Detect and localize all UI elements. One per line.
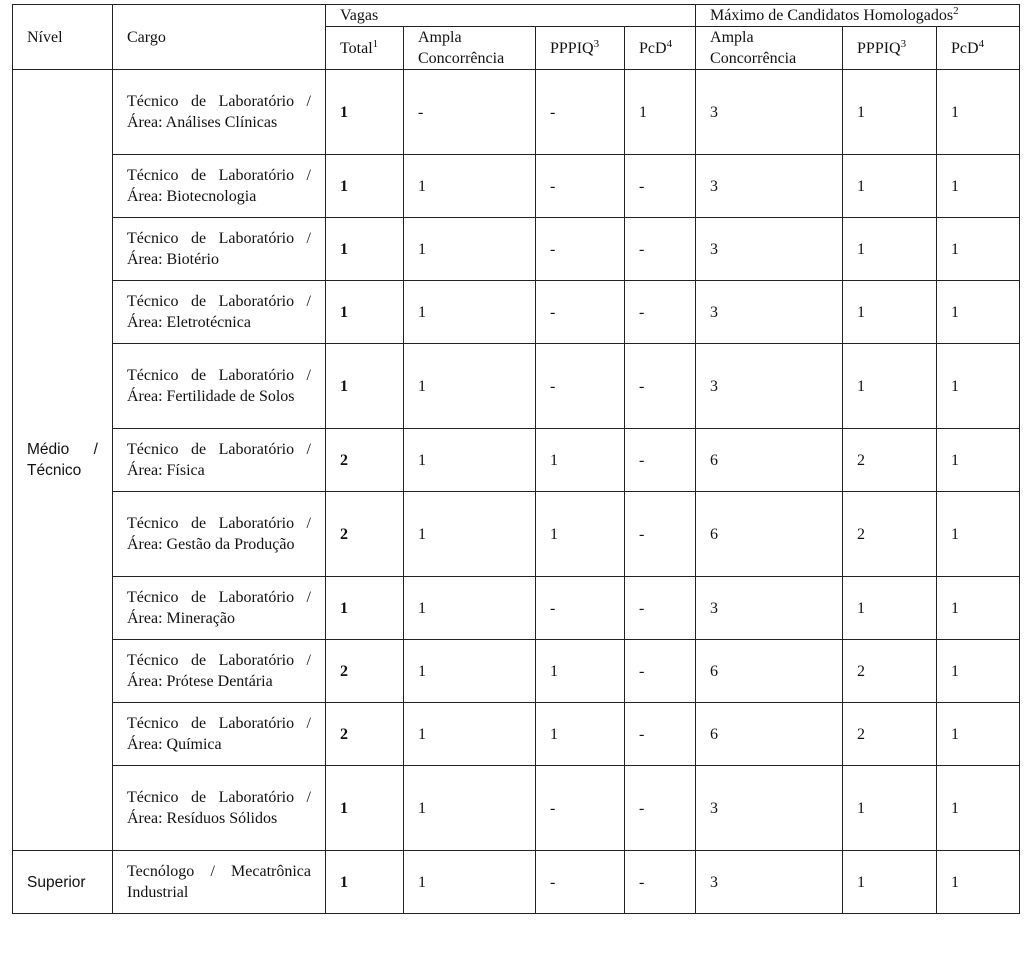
- vagas-ampla-cell: 1: [404, 155, 536, 218]
- max-pcd-cell: 1: [937, 492, 1020, 577]
- vagas-pcd-cell: -: [625, 218, 696, 281]
- vagas-ampla-cell: 1: [404, 703, 536, 766]
- vagas-pppiq-cell: 1: [536, 640, 625, 703]
- vagas-pppiq-cell: 1: [536, 429, 625, 492]
- vagas-total-cell: 2: [326, 703, 404, 766]
- max-pppiq-cell: 1: [843, 344, 937, 429]
- max-pcd-cell: 1: [937, 703, 1020, 766]
- vagas-pcd-cell: -: [625, 344, 696, 429]
- max-ampla-cell: 3: [696, 577, 843, 640]
- table-row: [13, 577, 1020, 640]
- vagas-pppiq-cell: -: [536, 70, 625, 155]
- vagas-ampla-cell: 1: [404, 218, 536, 281]
- vagas-ampla-cell: 1: [404, 851, 536, 914]
- max-ampla-cell: 6: [696, 429, 843, 492]
- cargo-cell: Técnico de Laboratório / Área: Resíduos Sólidos: [113, 766, 326, 851]
- cargo-cell: Técnico de Laboratório / Área: Química: [113, 703, 326, 766]
- header-nivel: Nível: [13, 5, 113, 70]
- max-pppiq-cell: 1: [843, 766, 937, 851]
- max-pcd-cell: 1: [937, 155, 1020, 218]
- vagas-ampla-cell: 1: [404, 577, 536, 640]
- cargo-cell: Técnico de Laboratório / Área: Física: [113, 429, 326, 492]
- max-ampla-cell: 6: [696, 492, 843, 577]
- vagas-total-cell: 1: [326, 155, 404, 218]
- nivel-cell: Médio / Técnico: [13, 70, 113, 851]
- vagas-pppiq-cell: -: [536, 281, 625, 344]
- vagas-pcd-cell: -: [625, 492, 696, 577]
- max-ampla-cell: 3: [696, 851, 843, 914]
- cargo-cell: Técnico de Laboratório / Área: Gestão da Produção: [113, 492, 326, 577]
- vagas-total-cell: 2: [326, 492, 404, 577]
- max-pcd-cell: 1: [937, 218, 1020, 281]
- max-pppiq-cell: 1: [843, 218, 937, 281]
- vagas-pcd-cell: -: [625, 155, 696, 218]
- max-pppiq-cell: 1: [843, 851, 937, 914]
- vagas-pcd-cell: -: [625, 577, 696, 640]
- table-row: [13, 155, 1020, 218]
- max-pcd-cell: 1: [937, 70, 1020, 155]
- vagas-ampla-cell: -: [404, 70, 536, 155]
- table-row: [13, 766, 1020, 851]
- cargo-cell: Tecnólogo / Mecatrônica Industrial: [113, 851, 326, 914]
- max-ampla-cell: 3: [696, 70, 843, 155]
- table-row: [13, 70, 1020, 155]
- max-pppiq-cell: 2: [843, 703, 937, 766]
- max-pcd-cell: 1: [937, 281, 1020, 344]
- vagas-pcd-cell: -: [625, 766, 696, 851]
- header-pppiq-max: PPPIQ$^3$: [843, 27, 937, 70]
- vagas-pppiq-cell: -: [536, 218, 625, 281]
- vagas-ampla-cell: 1: [404, 640, 536, 703]
- vacancies-table: [12, 4, 1020, 914]
- vagas-total-cell: 1: [326, 766, 404, 851]
- vagas-pcd-cell: 1: [625, 70, 696, 155]
- vagas-ampla-cell: 1: [404, 344, 536, 429]
- vagas-pcd-cell: -: [625, 281, 696, 344]
- max-pppiq-cell: 1: [843, 70, 937, 155]
- max-pcd-cell: 1: [937, 766, 1020, 851]
- vagas-total-cell: 1: [326, 577, 404, 640]
- vagas-total-cell: 1: [326, 344, 404, 429]
- max-pppiq-cell: 2: [843, 492, 937, 577]
- vagas-pcd-cell: -: [625, 429, 696, 492]
- table-row: [13, 344, 1020, 429]
- header-vagas: Vagas: [326, 5, 696, 27]
- vagas-pppiq-cell: 1: [536, 703, 625, 766]
- vagas-ampla-cell: 1: [404, 492, 536, 577]
- cargo-cell: Técnico de Laboratório / Área: Prótese Dentária: [113, 640, 326, 703]
- cargo-cell: Técnico de Laboratório / Área: Análises Clínicas: [113, 70, 326, 155]
- nivel-cell: Superior: [13, 851, 113, 914]
- max-ampla-cell: 3: [696, 766, 843, 851]
- table-row: [13, 703, 1020, 766]
- vagas-total-cell: 1: [326, 218, 404, 281]
- vagas-pppiq-cell: -: [536, 851, 625, 914]
- max-ampla-cell: 6: [696, 640, 843, 703]
- max-ampla-cell: 3: [696, 218, 843, 281]
- header-maximo: Máximo de Candidatos Homologados$^2$: [696, 5, 1020, 27]
- max-pppiq-cell: 1: [843, 281, 937, 344]
- table-row: [13, 281, 1020, 344]
- max-pcd-cell: 1: [937, 640, 1020, 703]
- max-pcd-cell: 1: [937, 851, 1020, 914]
- table-row: [13, 640, 1020, 703]
- table-row: [13, 492, 1020, 577]
- header-total: Total$^1$: [326, 27, 404, 70]
- header-ampla-max: Ampla Concorrência: [696, 27, 843, 70]
- max-pcd-cell: 1: [937, 429, 1020, 492]
- max-pcd-cell: 1: [937, 577, 1020, 640]
- max-pcd-cell: 1: [937, 344, 1020, 429]
- cargo-cell: Técnico de Laboratório / Área: Fertilidade de Solos: [113, 344, 326, 429]
- vagas-pcd-cell: -: [625, 851, 696, 914]
- cargo-cell: Técnico de Laboratório / Área: Mineração: [113, 577, 326, 640]
- vagas-pppiq-cell: -: [536, 577, 625, 640]
- max-ampla-cell: 6: [696, 703, 843, 766]
- vagas-total-cell: 1: [326, 70, 404, 155]
- table-row: [13, 218, 1020, 281]
- max-pppiq-cell: 2: [843, 429, 937, 492]
- vagas-ampla-cell: 1: [404, 429, 536, 492]
- max-pppiq-cell: 1: [843, 577, 937, 640]
- vagas-pppiq-cell: -: [536, 344, 625, 429]
- table-row: [13, 851, 1020, 914]
- vagas-total-cell: 2: [326, 640, 404, 703]
- max-pppiq-cell: 2: [843, 640, 937, 703]
- vagas-ampla-cell: 1: [404, 766, 536, 851]
- vagas-total-cell: 1: [326, 851, 404, 914]
- vagas-total-cell: 1: [326, 281, 404, 344]
- header-pcd-max: PcD$^4$: [937, 27, 1020, 70]
- max-ampla-cell: 3: [696, 155, 843, 218]
- vagas-pppiq-cell: -: [536, 155, 625, 218]
- cargo-cell: Técnico de Laboratório / Área: Biotério: [113, 218, 326, 281]
- table-row: [13, 429, 1020, 492]
- vagas-ampla-cell: 1: [404, 281, 536, 344]
- vagas-pcd-cell: -: [625, 703, 696, 766]
- header-pcd-vagas: PcD$^4$: [625, 27, 696, 70]
- header-cargo: Cargo: [113, 5, 326, 70]
- max-ampla-cell: 3: [696, 344, 843, 429]
- header-ampla-vagas: Ampla Concorrência: [404, 27, 536, 70]
- header-pppiq-vagas: PPPIQ$^3$: [536, 27, 625, 70]
- max-ampla-cell: 3: [696, 281, 843, 344]
- vagas-total-cell: 2: [326, 429, 404, 492]
- max-pppiq-cell: 1: [843, 155, 937, 218]
- cargo-cell: Técnico de Laboratório / Área: Biotecnologia: [113, 155, 326, 218]
- vagas-pppiq-cell: -: [536, 766, 625, 851]
- vagas-pcd-cell: -: [625, 640, 696, 703]
- cargo-cell: Técnico de Laboratório / Área: Eletrotécnica: [113, 281, 326, 344]
- vagas-pppiq-cell: 1: [536, 492, 625, 577]
